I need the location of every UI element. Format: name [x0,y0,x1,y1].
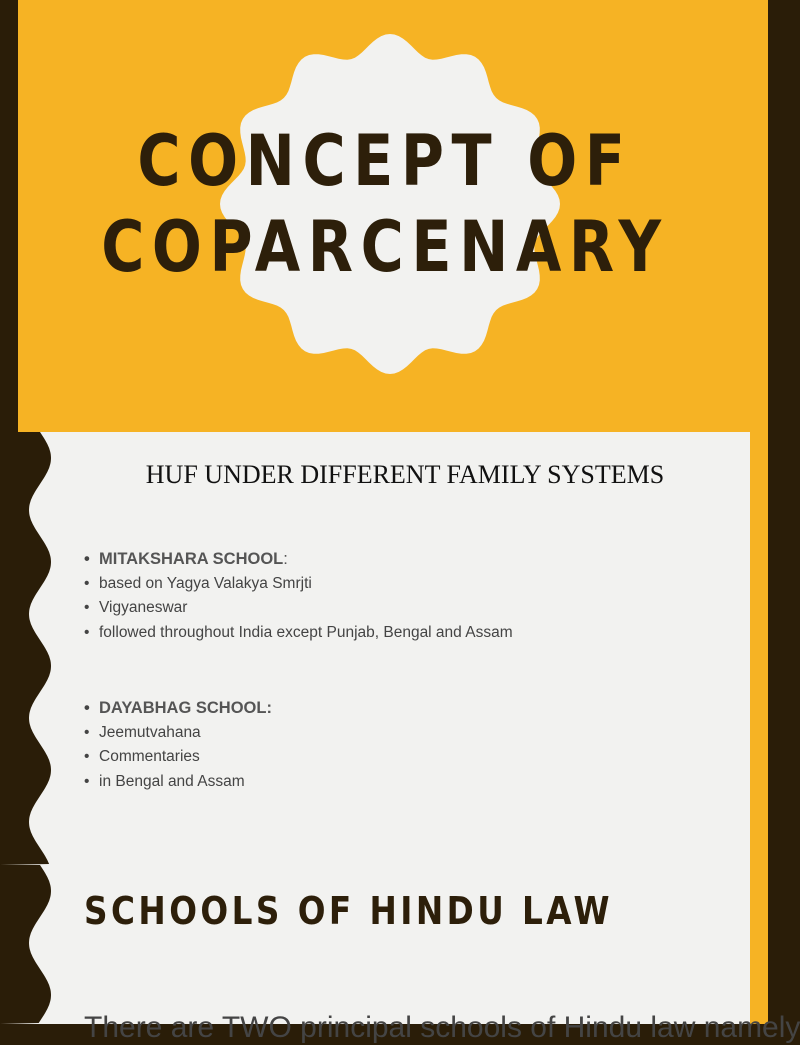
slide-title [62,118,707,290]
wavy-side-border [0,865,60,1024]
dayabhag-title: • DAYABHAG SCHOOL: [84,696,272,721]
list-item: • followed throughout India except Punjab, Bengal and Assam [84,621,513,646]
right-accent-bar [750,865,768,1024]
title-line-2: COPARCENARY [101,206,669,288]
family-systems-slide [0,432,768,865]
mitakshara-list [84,547,513,646]
list-item: • Commentaries [84,745,272,770]
title-suffix: : [283,550,288,568]
list-item-title [84,547,513,572]
slide-heading: SCHOOLS OF HINDU LAW [84,889,614,933]
title-line-1: CONCEPT OF [137,120,633,202]
schools-slide [0,865,800,1044]
list-item: • based on Yagya Valakya Smrjti [84,572,513,597]
list-item: • Jeemutvahana [84,721,272,746]
list-item: • Vigyaneswar [84,596,513,621]
slide-heading: HUF UNDER DIFFERENT FAMILY SYSTEMS [145,460,665,489]
mitakshara-title: MITAKSHARA SCHOOL [99,550,284,568]
title-slide [0,0,768,432]
dayabhag-list [84,696,272,795]
list-item: • in Bengal and Assam [84,770,272,795]
right-accent-bar [750,432,768,865]
body-text: There are TWO principal schools of Hindu law namely [84,1011,800,1044]
wavy-side-border [0,432,60,865]
